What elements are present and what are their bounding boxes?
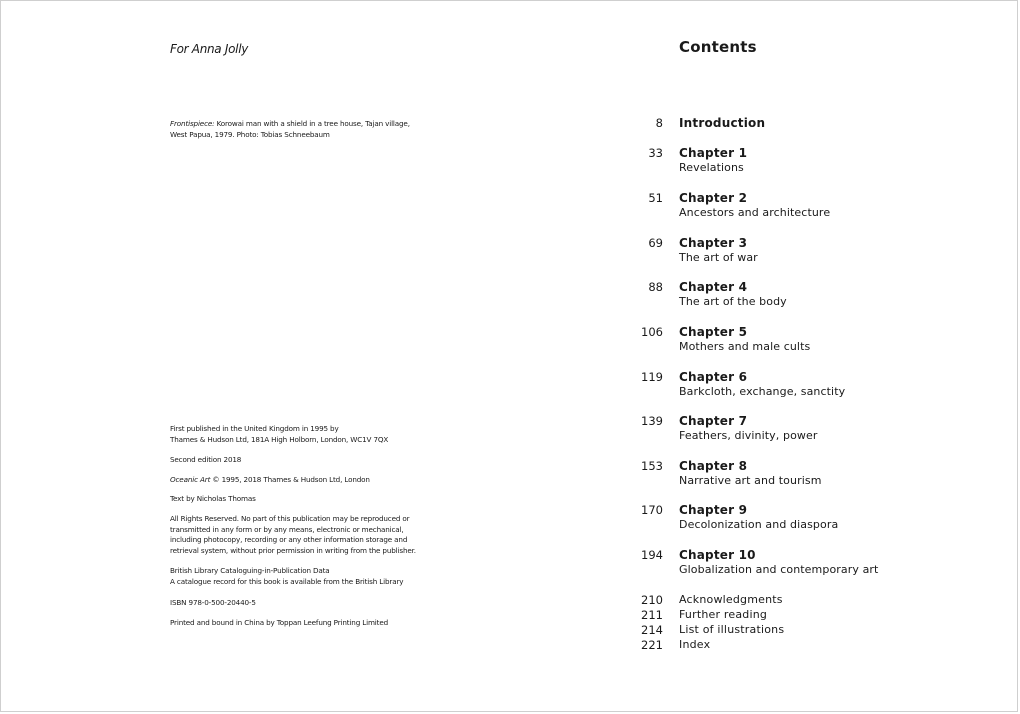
toc-subtitle: Mothers and male cults xyxy=(679,340,811,353)
toc-heading: Introduction xyxy=(679,116,766,130)
toc-subtitle: Feathers, divinity, power xyxy=(679,429,818,442)
edition-line: Second edition 2018 xyxy=(170,455,242,465)
toc-heading: Chapter 4 xyxy=(679,280,748,294)
toc-subtitle: Narrative art and tourism xyxy=(679,474,822,487)
toc-entry-chapter xyxy=(0,280,1020,314)
frontispiece-label: Frontispiece: xyxy=(170,119,215,128)
toc-subtitle: Decolonization and diaspora xyxy=(679,518,839,531)
toc-heading: Index xyxy=(679,638,711,651)
toc-page-number: 221 xyxy=(641,638,663,652)
cip-line2: A catalogue record for this book is available from the British Library xyxy=(170,576,404,586)
toc-heading: Chapter 3 xyxy=(679,236,748,250)
toc-entry-chapter xyxy=(0,325,1020,359)
toc-page-number: 8 xyxy=(655,116,663,130)
toc-heading: Chapter 7 xyxy=(679,414,748,428)
toc-page-number: 33 xyxy=(648,146,663,160)
toc-page-number: 119 xyxy=(641,370,663,384)
toc-entry-chapter xyxy=(0,146,1020,180)
cip-line1: British Library Cataloguing-in-Publication Data xyxy=(170,566,330,576)
toc-heading: Chapter 10 xyxy=(679,548,756,562)
toc-entry-chapter xyxy=(0,236,1020,270)
toc-heading: Acknowledgments xyxy=(679,593,783,606)
contents-title: Contents xyxy=(679,38,757,56)
toc-subtitle: The art of war xyxy=(679,251,758,264)
toc-entry-back-matter xyxy=(0,608,1020,623)
toc-page-number: 51 xyxy=(648,191,663,205)
text-by-line: Text by Nicholas Thomas xyxy=(170,494,256,504)
toc-entry-introduction xyxy=(0,116,1020,150)
toc-page-number: 106 xyxy=(641,325,663,339)
isbn-line: ISBN 978-0-500-20440-5 xyxy=(170,597,256,607)
toc-page-number: 211 xyxy=(641,608,663,622)
toc-entry-chapter xyxy=(0,459,1020,493)
rights-line: including photocopy, recording or any other information storage and xyxy=(170,535,408,545)
toc-heading: Further reading xyxy=(679,608,768,621)
toc-page-number: 210 xyxy=(641,593,663,607)
toc-entry-back-matter xyxy=(0,638,1020,653)
toc-page-number: 69 xyxy=(648,236,663,250)
toc-heading: List of illustrations xyxy=(679,623,785,636)
toc-entry-back-matter xyxy=(0,623,1020,638)
first-published-line2: Thames & Hudson Ltd, 181A High Holborn, London, WC1V 7QX xyxy=(170,434,389,444)
toc-page-number: 170 xyxy=(641,503,663,517)
first-published-line1: First published in the United Kingdom in 1995 by xyxy=(170,424,339,433)
printed-line: Printed and bound in China by Toppan Leefung Printing Limited xyxy=(170,618,389,628)
toc-entry-chapter xyxy=(0,370,1020,404)
rights-line: transmitted in any form or by any means, electronic or mechanical, xyxy=(170,524,404,534)
copyright-rest: © 1995, 2018 Thames & Hudson Ltd, London xyxy=(210,474,370,484)
rights-line: retrieval system, without prior permission in writing from the publisher. xyxy=(170,545,416,555)
toc-entry-chapter xyxy=(0,191,1020,225)
toc-heading: Chapter 2 xyxy=(679,191,748,205)
toc-subtitle: Ancestors and architecture xyxy=(679,206,831,219)
toc-subtitle: Barkcloth, exchange, sanctity xyxy=(679,385,846,398)
toc-entry-back-matter xyxy=(0,593,1020,608)
toc-page-number: 194 xyxy=(641,548,663,562)
toc-heading: Chapter 5 xyxy=(679,325,748,339)
frontispiece-line1: Korowai man with a shield in a tree house, Tajan village, xyxy=(214,119,410,128)
copyright-title: Oceanic Art xyxy=(170,474,211,484)
toc-page-number: 139 xyxy=(641,414,663,428)
toc-heading: Chapter 1 xyxy=(679,146,748,160)
toc-entry-chapter xyxy=(0,545,1020,582)
toc-page-number: 88 xyxy=(648,280,663,294)
toc-heading: Chapter 6 xyxy=(679,370,748,384)
toc-subtitle: Revelations xyxy=(679,161,744,174)
frontispiece-line2: West Papua, 1979. Photo: Tobias Schneebaum xyxy=(170,129,330,139)
rights-line: All Rights Reserved. No part of this publication may be reproduced or xyxy=(170,513,410,523)
toc-heading: Chapter 9 xyxy=(679,503,748,517)
toc-entry-chapter xyxy=(0,414,1020,448)
toc-entry-chapter xyxy=(0,503,1020,537)
toc-subtitle: The art of the body xyxy=(679,295,787,308)
toc-subtitle: Globalization and contemporary art xyxy=(679,563,879,576)
toc-page-number: 214 xyxy=(641,623,663,637)
toc-heading: Chapter 8 xyxy=(679,459,748,473)
dedication: For Anna Jolly xyxy=(170,42,249,56)
toc-page-number: 153 xyxy=(641,459,663,473)
